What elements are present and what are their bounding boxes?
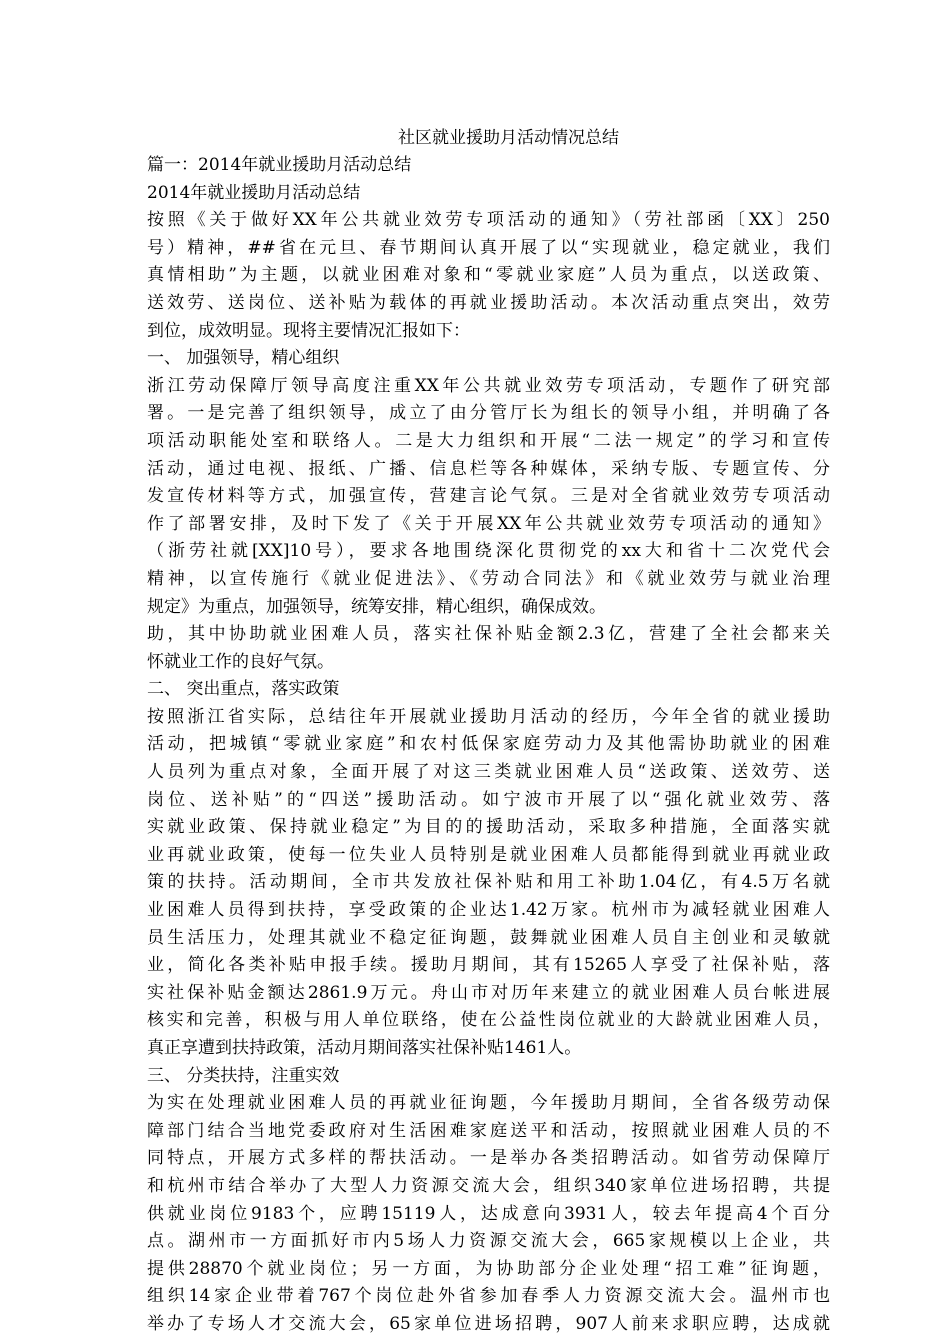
text-line: 浙江劳动保障厅领导高度注重XX年公共就业效劳专项活动，专题作了研究部: [147, 375, 830, 396]
text-line: 怀就业工作的良好气氛。: [147, 651, 334, 672]
text-line: 员生活压力，处理其就业不稳定征询题，鼓舞就业困难人员自主创业和灵敏就: [147, 927, 830, 948]
text-line: （浙劳社就[XX]10号），要求各地围绕深化贯彻党的xx大和省十二次党代会: [147, 541, 830, 562]
text-line: 2014年就业援助月活动总结: [147, 182, 361, 203]
text-line: 三、 分类扶持，注重实效: [147, 1065, 340, 1086]
text-line: 真正享遭到扶持政策，活动月期间落实社保补贴1461人。: [147, 1038, 582, 1058]
text-line: 举办了专场人才交流大会，65家单位进场招聘，907人前来求职应聘，达成就: [147, 1313, 830, 1334]
text-line: 到位，成效明显。现将主要情况汇报如下：: [147, 320, 470, 341]
text-line: 项活动职能处室和联络人。二是大力组织和开展“二法一规定”的学习和宣传: [147, 430, 830, 451]
text-line: 同特点，开展方式多样的帮扶活动。一是举办各类招聘活动。如省劳动保障厅: [147, 1148, 830, 1169]
text-line: 篇一：2014年就业援助月活动总结: [147, 155, 412, 175]
text-line: 业再就业政策，使每一位失业人员特别是就业困难人员都能得到就业再就业政: [147, 844, 830, 865]
text-line: 实社保补贴金额达2861.9万元。舟山市对历年来建立的就业困难人员台帐进展: [147, 982, 830, 1003]
document-title: 社区就业援助月活动情况总结: [398, 128, 619, 148]
text-line: 为实在处理就业困难人员的再就业征询题，今年援助月期间，全省各级劳动保: [147, 1093, 830, 1114]
text-line: 核实和完善，积极与用人单位联络，使在公益性岗位就业的大龄就业困难人员，: [147, 1010, 830, 1031]
text-line: 业困难人员得到扶持，享受政策的企业达1.42万家。杭州市为减轻就业困难人: [147, 900, 830, 921]
text-line: 供就业岗位9183个，应聘15119人，达成意向3931人，较去年提高4个百分: [147, 1203, 830, 1224]
text-line: 点。湖州市一方面抓好市内5场人力资源交流大会，665家规模以上企业，共: [147, 1231, 830, 1252]
text-line: 署。一是完善了组织领导，成立了由分管厅长为组长的领导小组，并明确了各: [147, 403, 830, 424]
text-line: 精神，以宣传施行《就业促进法》、《劳动合同法》和《就业效劳与就业治理: [147, 568, 830, 589]
text-line: 作了部署安排，及时下发了《关于开展XX年公共就业效劳专项活动的通知》: [147, 513, 830, 534]
text-line: 策的扶持。活动期间，全市共发放社保补贴和用工补助1.04亿，有4.5万名就: [147, 872, 830, 893]
text-line: 活动，通过电视、报纸、广播、信息栏等各种媒体，采纳专版、专题宣传、分: [147, 458, 830, 479]
text-line: 岗位、送补贴”的“四送”援助活动。如宁波市开展了以“强化就业效劳、落: [147, 789, 830, 810]
text-line: 按照浙江省实际，总结往年开展就业援助月活动的经历，今年全省的就业援助: [147, 706, 830, 727]
text-line: 送效劳、送岗位、送补贴为载体的再就业援助活动。本次活动重点突出，效劳: [147, 292, 830, 313]
text-line: 业，简化各类补贴申报手续。援助月期间，其有15265人享受了社保补贴，落: [147, 955, 830, 976]
text-line: 活动，把城镇“零就业家庭”和农村低保家庭劳动力及其他需协助就业的困难: [147, 734, 830, 755]
text-line: 组织14家企业带着767个岗位赴外省参加春季人力资源交流大会。温州市也: [147, 1286, 830, 1307]
text-line: 和杭州市结合举办了大型人力资源交流大会，组织340家单位进场招聘，共提: [147, 1175, 830, 1196]
text-line: 提供28870个就业岗位；另一方面，为协助部分企业处理“招工难”征询题，: [147, 1258, 830, 1279]
document-body: [147, 152, 830, 1339]
text-line: 发宣传材料等方式，加强宣传，营建言论气氛。三是对全省就业效劳专项活动: [147, 486, 830, 507]
text-line: 障部门结合当地党委政府对生活困难家庭送平和活动，按照就业困难人员的不: [147, 1120, 830, 1141]
text-line: 助，其中协助就业困难人员，落实社保补贴金额2.3亿，营建了全社会都来关: [147, 624, 830, 645]
text-line: 真情相助”为主题，以就业困难对象和“零就业家庭”人员为重点，以送政策、: [147, 265, 830, 286]
text-line: 实就业政策、保持就业稳定”为目的的援助活动，采取多种措施，全面落实就: [147, 817, 830, 838]
text-line: 号）精神，##省在元旦、春节期间认真开展了以“实现就业，稳定就业，我们: [147, 237, 830, 258]
text-line: 二、 突出重点，落实政策: [147, 679, 340, 700]
text-line: 按照《关于做好XX年公共就业效劳专项活动的通知》（劳社部函〔XX〕250: [147, 210, 830, 231]
text-line: 一、 加强领导，精心组织: [147, 348, 340, 369]
text-line: 规定》为重点，加强领导，统筹安排，精心组织，确保成效。: [147, 596, 606, 617]
text-line: 人员列为重点对象，全面开展了对这三类就业困难人员“送政策、送效劳、送: [147, 762, 830, 783]
